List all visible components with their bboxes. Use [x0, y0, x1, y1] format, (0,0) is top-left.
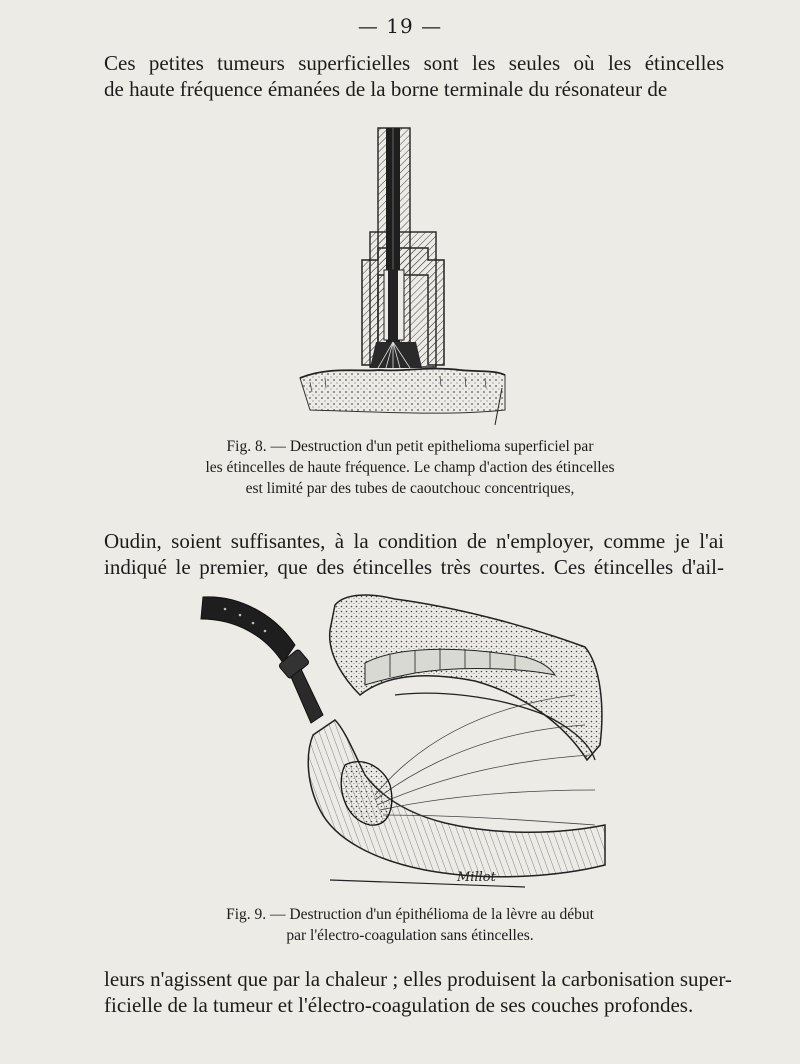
- figure-8-caption-line-3: est limité par des tubes de caoutchouc concentriques,: [245, 480, 575, 497]
- figure-9-caption-line-1: Fig. 9. — Destruction d'un épithélioma de la lèvre au début: [226, 906, 594, 923]
- figure-8-illustration: [290, 120, 520, 430]
- figure-8-caption-line-1: Fig. 8. — Destruction d'un petit epithelioma superficiel par: [226, 438, 594, 455]
- paragraph-3-line-2: ficielle de la tumeur et l'électro-coagulation de ses couches profondes.: [104, 993, 694, 1017]
- paragraph-3-line-1: leurs n'agissent que par la chaleur ; elles produisent la carbonisation super-: [104, 967, 732, 991]
- paragraph-1-line-2: de haute fréquence émanées de la borne terminale du résonateur de: [104, 77, 668, 101]
- paragraph-2-line-2: indiqué le premier, que des étincelles très courtes. Ces étincelles d'ail-: [104, 555, 724, 579]
- figure-9-illustration: [195, 585, 615, 900]
- paragraph-2: [104, 528, 724, 580]
- paragraph-3: [104, 966, 732, 1018]
- figure-9-signature: Millot: [457, 870, 496, 885]
- paragraph-1-line-1: Ces petites tumeurs superficielles sont les seules où les étincelles: [104, 51, 724, 75]
- page-number: — 19 —: [357, 14, 443, 38]
- figure-9-caption: [150, 904, 670, 946]
- figure-8-caption-line-2: les étincelles de haute fréquence. Le champ d'action des étincelles: [205, 459, 615, 476]
- figure-9-caption-line-2: par l'électro-coagulation sans étincelles.: [286, 927, 534, 944]
- paragraph-2-line-1: Oudin, soient suffisantes, à la condition de n'employer, comme je l'ai: [104, 529, 724, 553]
- paragraph-1: [104, 50, 724, 102]
- figure-8-caption: [160, 436, 660, 499]
